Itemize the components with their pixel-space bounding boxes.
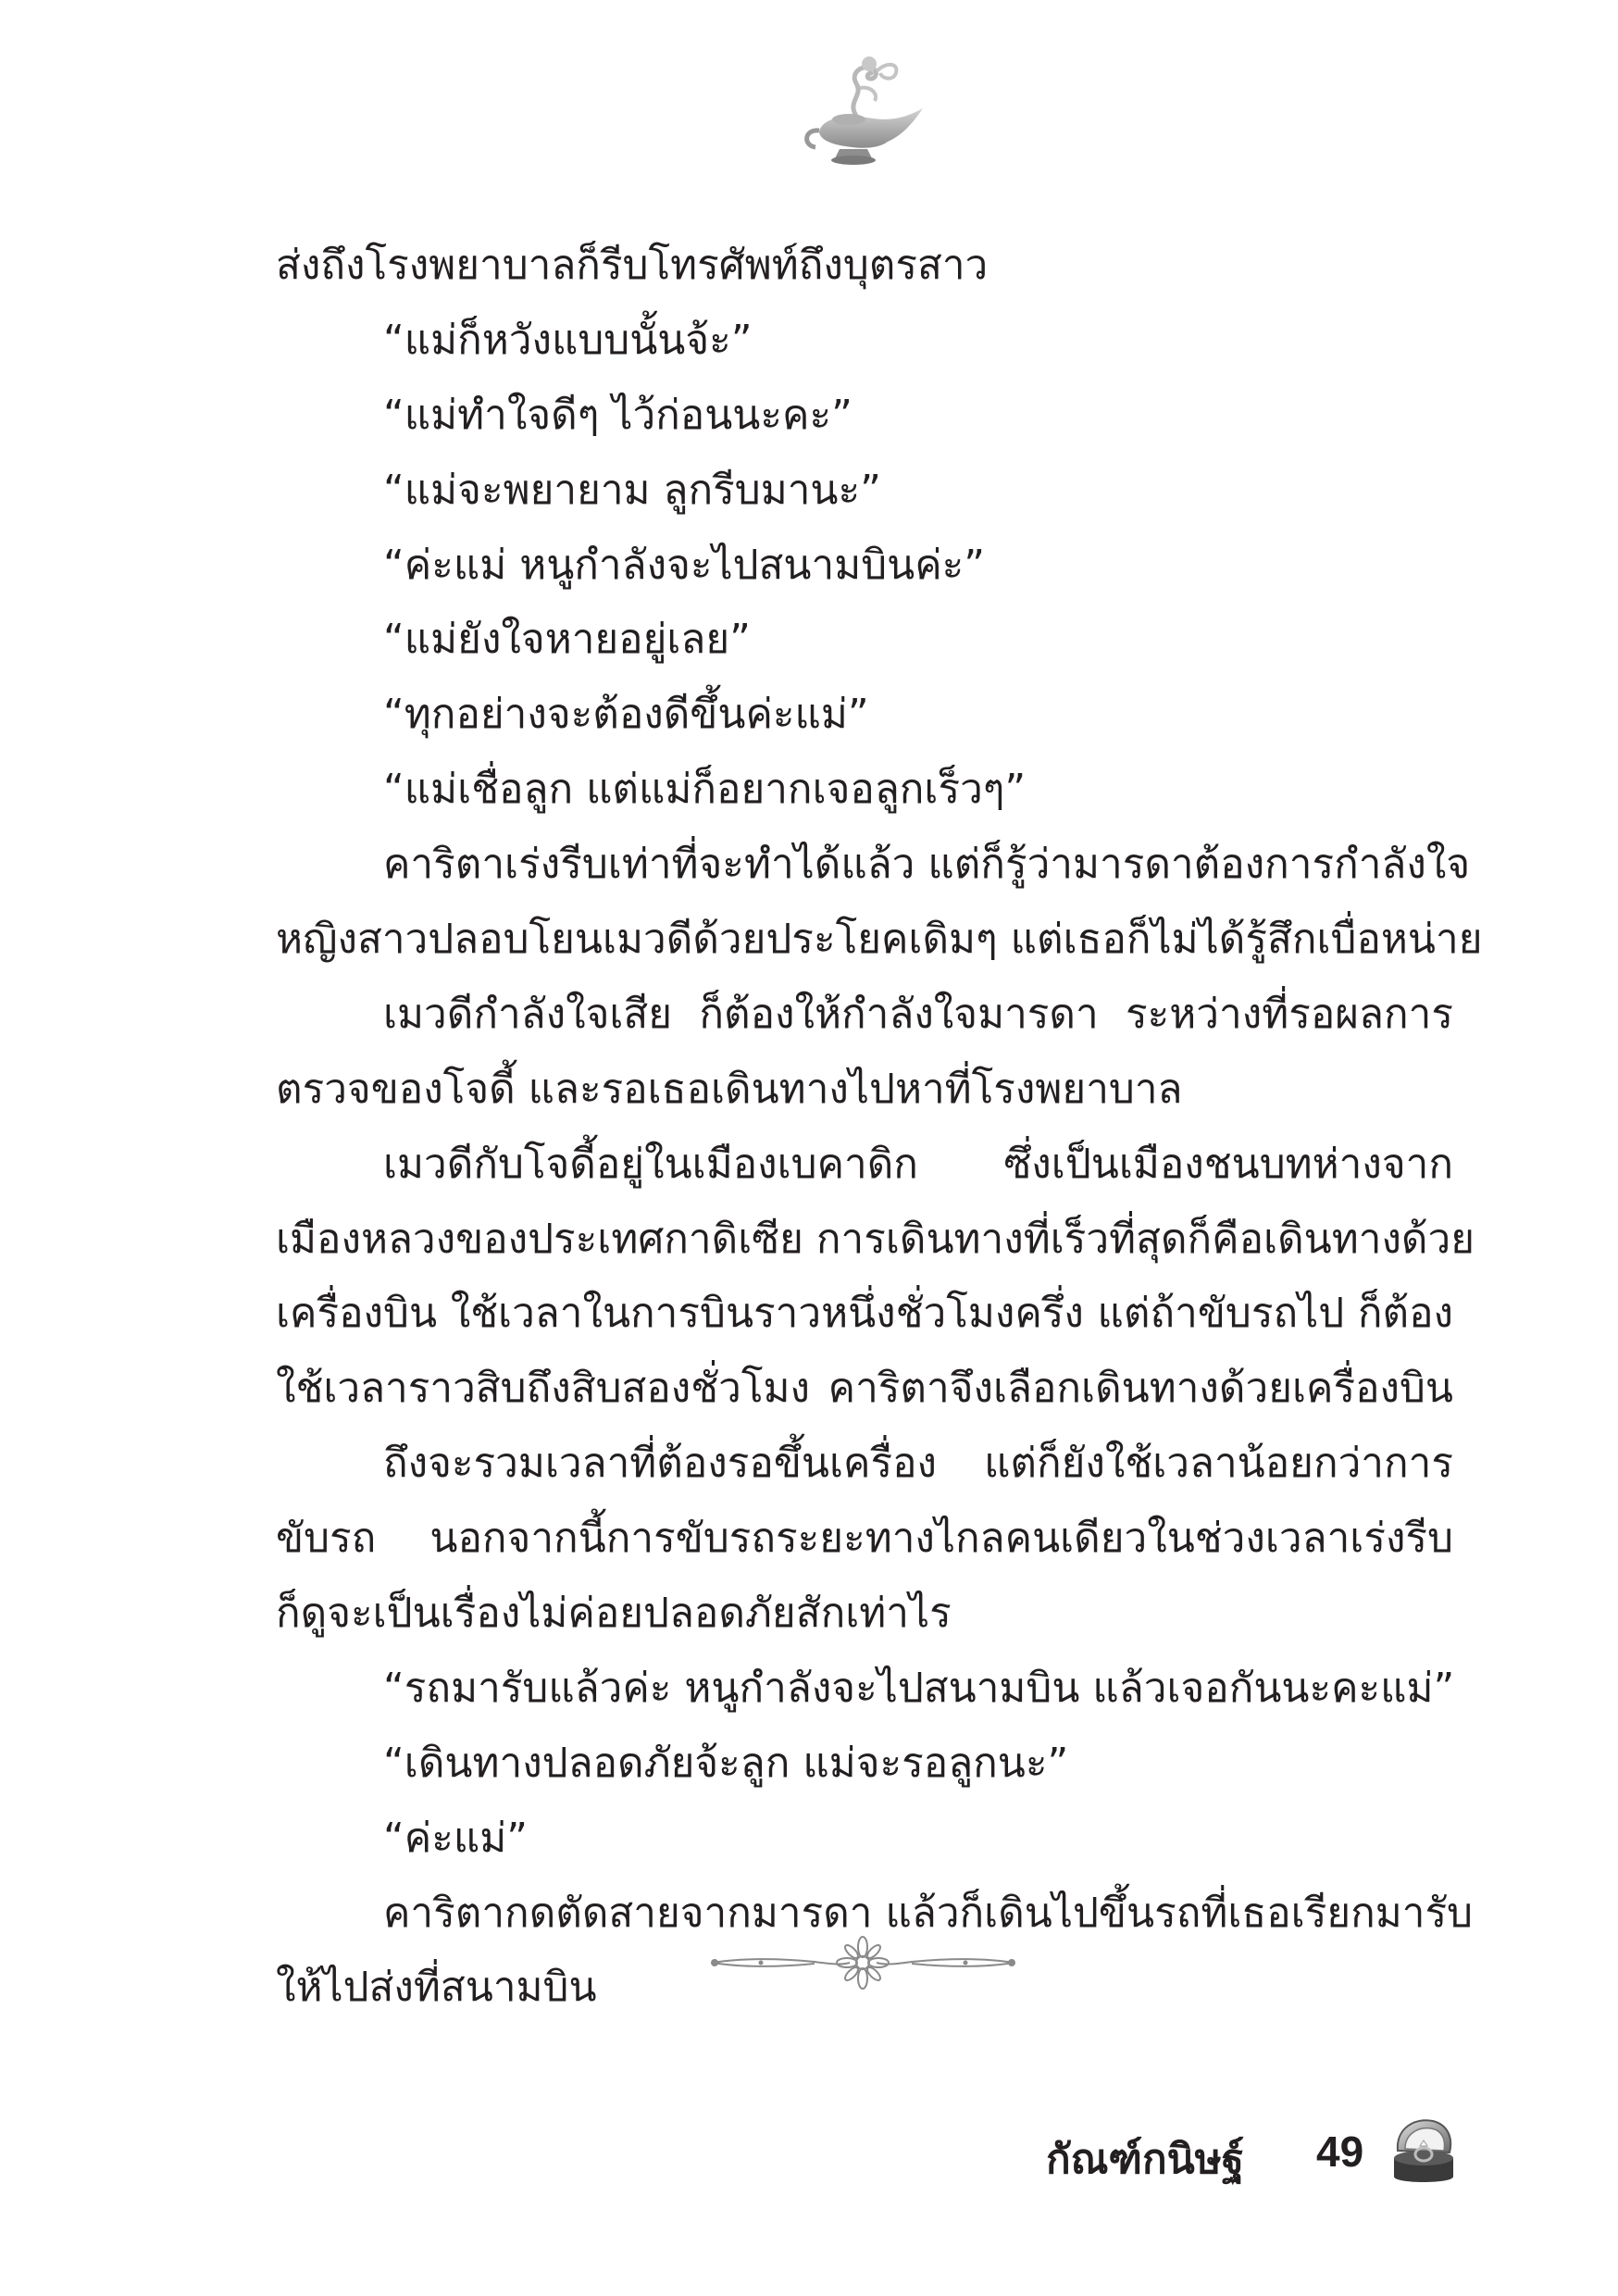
flourish-divider-icon xyxy=(703,1930,1023,1995)
dialogue-line: “ค่ะแม่ หนูกำลังจะไปสนามบินค่ะ” xyxy=(383,541,986,589)
text-line: คาริตากดตัดสายจากมารดา แล้วก็เดินไปขึ้นรถที่เธอเรียกมารับ xyxy=(383,1889,1474,1937)
text-line: เมวดีกับโจดี้อยู่ในเมืองเบคาดิก ซึ่งเป็นเมืองชนบทห่างจาก xyxy=(383,1140,1453,1188)
text-line: ขับรถ นอกจากนี้การขับรถระยะทางไกลคนเดียวในช่วงเวลาเร่งรีบ xyxy=(276,1515,1453,1563)
dialogue-line: “แม่เชื่อลูก แต่แม่ก็อยากเจอลูกเร็วๆ” xyxy=(383,766,1027,814)
dialogue-line: “แม่ทำใจดีๆ ไว้ก่อนนะคะ” xyxy=(383,391,853,439)
page-number: 49 xyxy=(1316,2128,1364,2176)
text-line: ให้ไปส่งที่สนามบิน xyxy=(276,1964,597,2012)
text-line: ส่งถึงโรงพยาบาลก็รีบโทรศัพท์ถึงบุตรสาว xyxy=(276,242,989,289)
text-line: เมวดีกำลังใจเสีย ก็ต้องให้กำลังใจมารดา ระหว่างที่รอผลการ xyxy=(383,990,1453,1038)
dialogue-line: “รถมารับแล้วค่ะ หนูกำลังจะไปสนามบิน แล้วเจอกันนะคะแม่” xyxy=(383,1664,1455,1712)
text-line: เครื่องบิน ใช้เวลาในการบินราวหนึ่งชั่วโมงครึ่ง แต่ถ้าขับรถไป ก็ต้อง xyxy=(276,1290,1453,1338)
page-body xyxy=(276,229,1483,2026)
dialogue-line: “แม่ยังใจหายอยู่เลย” xyxy=(383,616,751,664)
genie-lamp-icon xyxy=(791,51,930,171)
dialogue-line: “ทุกอย่างจะต้องดีขึ้นค่ะแม่” xyxy=(383,691,869,739)
dialogue-line: “แม่จะพยายาม ลูกรีบมานะ” xyxy=(383,466,881,514)
text-line: ก็ดูจะเป็นเรื่องไม่ค่อยปลอดภัยสักเท่าไร xyxy=(276,1590,952,1638)
dialogue-line: “ค่ะแม่” xyxy=(383,1814,529,1862)
page-footer xyxy=(1046,2115,1472,2199)
text-line: หญิงสาวปลอบโยนเมวดีด้วยประโยคเดิมๆ แต่เธอก็ไม่ได้รู้สึกเบื่อหน่าย xyxy=(276,916,1483,964)
text-line: ใช้เวลาราวสิบถึงสิบสองชั่วโมง คาริตาจึงเลือกเดินทางด้วยเครื่องบิน xyxy=(276,1365,1453,1413)
dialogue-line: “เดินทางปลอดภัยจ้ะลูก แม่จะรอลูกนะ” xyxy=(383,1739,1069,1787)
dialogue-line: “แม่ก็หวังแบบนั้นจ้ะ” xyxy=(383,316,753,364)
text-line: ถึงจะรวมเวลาที่ต้องรอขึ้นเครื่อง แต่ก็ยังใช้เวลาน้อยกว่าการ xyxy=(383,1440,1453,1488)
text-line: ตรวจของโจดี้ และรอเธอเดินทางไปหาที่โรงพยาบาล xyxy=(276,1065,1183,1113)
text-line: คาริตาเร่งรีบเท่าที่จะทำได้แล้ว แต่ก็รู้ว่ามารดาต้องการกำลังใจ xyxy=(383,841,1471,889)
text-line: เมืองหลวงของประเทศกาดิเซีย การเดินทางที่เร็วที่สุดก็คือเดินทางด้วย xyxy=(276,1215,1475,1263)
ring-box-icon xyxy=(1390,2115,1457,2190)
book-title: กัณฑ์กนิษฐ์ xyxy=(1046,2136,1244,2183)
